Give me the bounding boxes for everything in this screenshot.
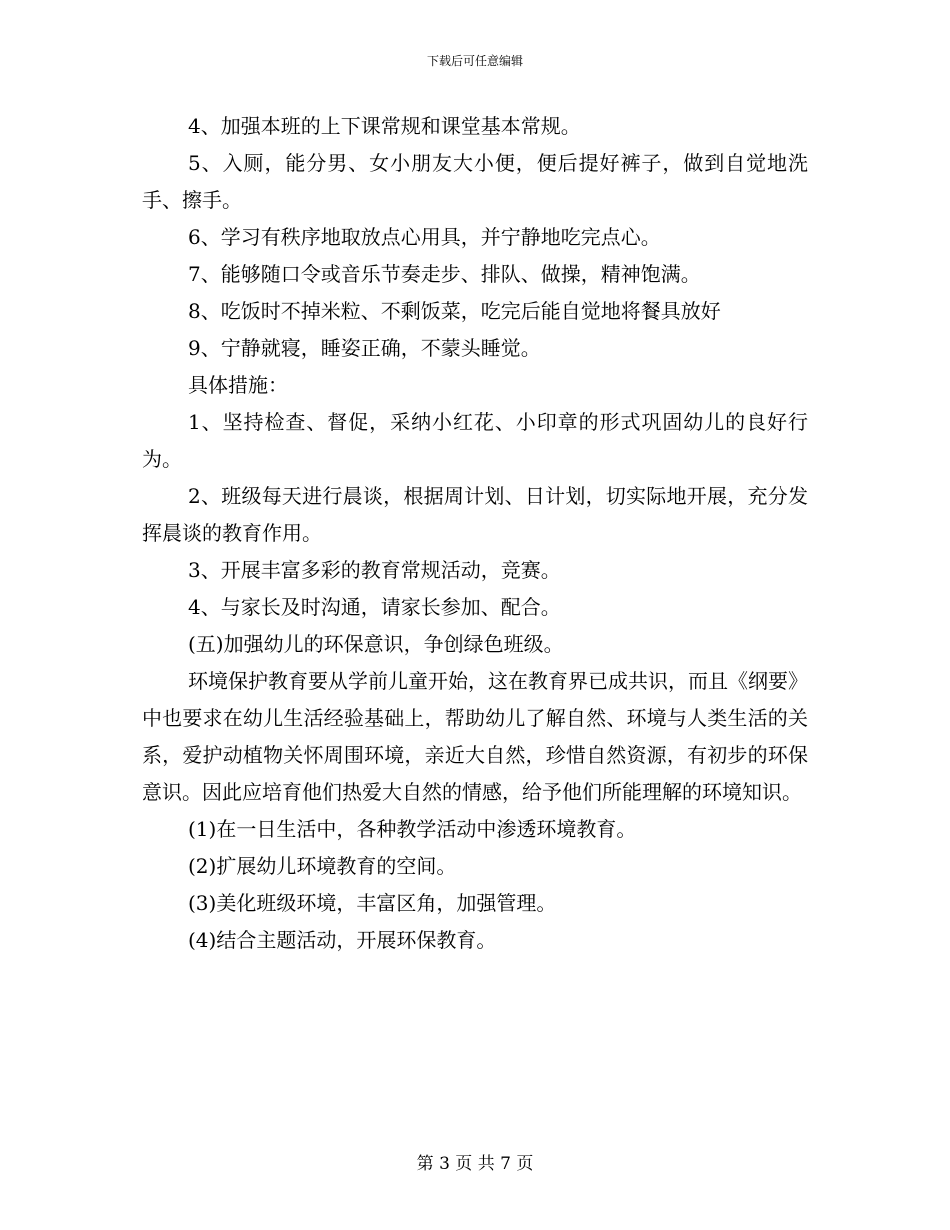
paragraph: 2、班级每天进行晨谈，根据周计划、日计划，切实际地开展，充分发挥晨谈的教育作用。 (142, 484, 808, 545)
section-label: 具体措施： (188, 373, 288, 397)
list-item: (2)扩展幼儿环境教育的空间。 (188, 854, 457, 878)
list-item: (3)美化班级环境，丰富区角，加强管理。 (188, 891, 557, 915)
paragraph: 4、加强本班的上下课常规和课堂基本常规。 (188, 114, 581, 138)
document-body (142, 108, 808, 959)
paragraph: 6、学习有秩序地取放点心用具，并宁静地吃完点心。 (188, 225, 661, 249)
page-number: 第 3 页 共 7 页 (416, 1154, 534, 1174)
page-header: 下载后可任意编辑 (426, 54, 523, 68)
paragraph: 4、与家长及时沟通，请家长参加、配合。 (188, 595, 561, 619)
list-item: (1)在一日生活中，各种教学活动中渗透环境教育。 (188, 817, 637, 841)
section-heading: (五)加强幼儿的环保意识，争创绿色班级。 (188, 632, 564, 656)
list-item: (4)结合主题活动，开展环保教育。 (188, 928, 497, 952)
paragraph: 5、入厕，能分男、女小朋友大小便，便后提好裤子，做到自觉地洗手、擦手。 (142, 151, 808, 212)
paragraph: 7、能够随口令或音乐节奏走步、排队、做操，精神饱满。 (188, 262, 701, 286)
paragraph: 环境保护教育要从学前儿童开始，这在教育界已成共识，而且《纲要》中也要求在幼儿生活经验基础上，帮助幼儿了解自然、环境与人类生活的关系，爱护动植物关怀周围环境，亲近大自然，珍惜自然资源，有初步的环保意识。因此应培育他们热爱大自然的情感，给予他们所能理解的环境知识。 (142, 669, 808, 804)
paragraph: 3、开展丰富多彩的教育常规活动，竞赛。 (188, 558, 561, 582)
paragraph: 8、吃饭时不掉米粒、不剩饭菜，吃完后能自觉地将餐具放好 (188, 299, 721, 323)
paragraph: 9、宁静就寝，睡姿正确，不蒙头睡觉。 (188, 336, 541, 360)
paragraph: 1、坚持检查、督促，采纳小红花、小印章的形式巩固幼儿的良好行为。 (142, 410, 808, 471)
